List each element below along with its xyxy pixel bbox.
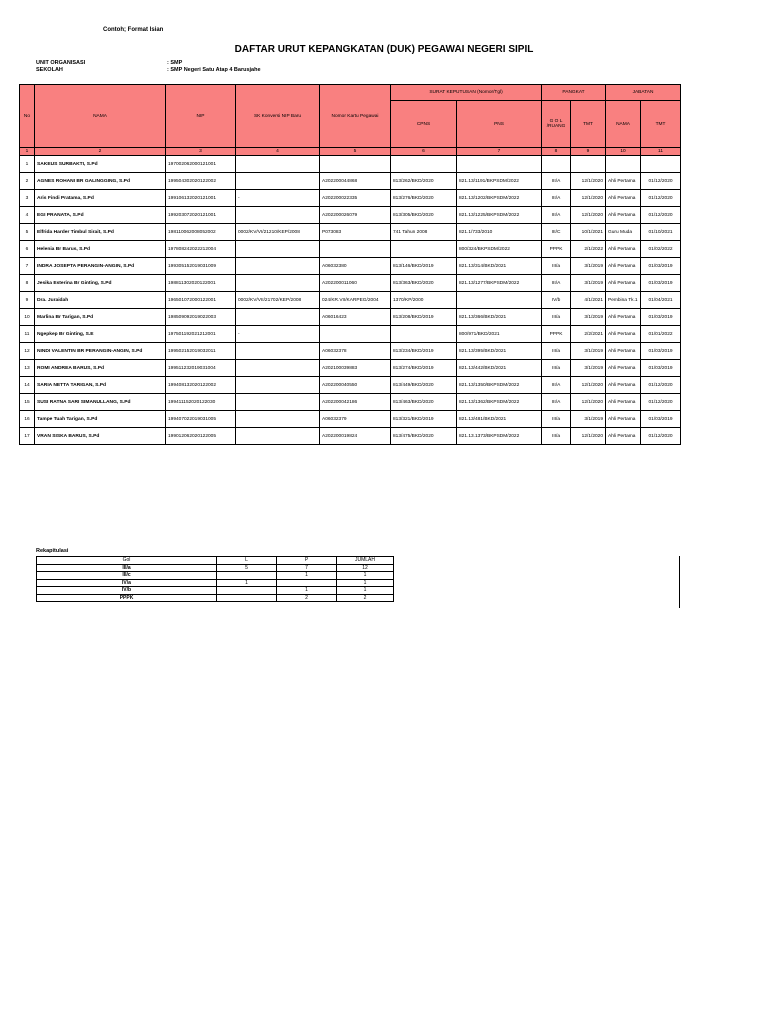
cell-karpeg: A202200040550 xyxy=(320,377,391,394)
cell-sk-konversi: - xyxy=(236,326,320,343)
header-gol: G O L /RUANG xyxy=(542,101,571,148)
cell-gol: III/A xyxy=(542,275,571,292)
column-number-cell: 7 xyxy=(457,148,542,156)
cell-tmt: 12/1/2020 xyxy=(571,190,606,207)
cell-gol: III/A xyxy=(542,377,571,394)
rekap-header-cell: Gol xyxy=(37,557,217,565)
cell-pns: 821.13.1373/BKPSDM/2022 xyxy=(457,428,542,445)
cell-sk-konversi xyxy=(236,309,320,326)
cell-karpeg: A202200042186 xyxy=(320,394,391,411)
cell-nip: 199408132020122002 xyxy=(166,377,236,394)
cell-jabatan-tmt: 01/03/2019 xyxy=(641,343,681,360)
cell-nip: 199203072020121001 xyxy=(166,207,236,224)
table-row xyxy=(20,241,681,258)
rekap-row xyxy=(37,579,394,587)
rekap-cell-value: 1 xyxy=(337,579,394,587)
cell-nip: 198811302020122001 xyxy=(166,275,236,292)
cell-cpns: 741 Tahun 2008 xyxy=(391,224,457,241)
rekap-cell-value: 1 xyxy=(337,572,394,580)
rekap-header-cell: JUMLAH xyxy=(337,557,394,565)
cell-nama: Helenia Br Barus, S.Pd xyxy=(35,241,166,258)
cell-jabatan: Ahli Pertama xyxy=(606,343,641,360)
cell-jabatan-tmt: 01/12/2020 xyxy=(641,190,681,207)
cell-tmt: 3/1/2019 xyxy=(571,343,606,360)
rekap-cell-gol: III/c xyxy=(37,572,217,580)
column-number-row xyxy=(20,148,681,156)
cell-gol xyxy=(542,156,571,173)
cell-karpeg: A06032380 xyxy=(320,258,391,275)
cell-jabatan-tmt: 01/03/2019 xyxy=(641,309,681,326)
cell-tmt: 3/1/2019 xyxy=(571,411,606,428)
cell-tmt: 12/1/2020 xyxy=(571,377,606,394)
cell-jabatan: Ahli Pertama xyxy=(606,241,641,258)
cell-pns: 821.13/1362/BKPSDM/2022 xyxy=(457,394,542,411)
cell-sk-konversi xyxy=(236,394,320,411)
cell-no: 12 xyxy=(20,343,35,360)
cell-jabatan: Ahli Pertama xyxy=(606,275,641,292)
cell-tmt: 12/1/2020 xyxy=(571,173,606,190)
table-row xyxy=(20,258,681,275)
cell-karpeg: A06016423 xyxy=(320,309,391,326)
cell-tmt: 4/1/2021 xyxy=(571,292,606,309)
cell-nama: AGNES ROHANI BR GALINGGING, S.Pd xyxy=(35,173,166,190)
cell-nama: VRAN SISKA BARUS, S.Pd xyxy=(35,428,166,445)
cell-gol: III/A xyxy=(542,173,571,190)
table-row xyxy=(20,394,681,411)
cell-jabatan: Pembina Tk.1 xyxy=(606,292,641,309)
cell-gol: III/a xyxy=(542,343,571,360)
example-label: Contoh; Format Isian xyxy=(103,27,164,33)
cell-nip: 199502152019032011 xyxy=(166,343,236,360)
cell-nip: 199511232019031004 xyxy=(166,360,236,377)
cell-sk-konversi: 0002/KV/VI/21210/KEP/2008 xyxy=(236,224,320,241)
cell-jabatan-tmt: 01/12/2020 xyxy=(641,377,681,394)
column-number-cell: 5 xyxy=(320,148,391,156)
rekap-cell-value xyxy=(277,579,337,587)
cell-cpns: 813/146/BKD/2019 xyxy=(391,258,457,275)
unit-label: UNIT ORGANISASI xyxy=(36,60,86,66)
cell-cpns: 1370/KP/2000 xyxy=(391,292,457,309)
column-number-cell: 3 xyxy=(166,148,236,156)
rekap-cell-value: 2 xyxy=(277,594,337,602)
cell-jabatan-tmt: 01/03/2019 xyxy=(641,360,681,377)
cell-no: 1 xyxy=(20,156,35,173)
cell-cpns xyxy=(391,241,457,258)
cell-jabatan-tmt: 01/02/2022 xyxy=(641,241,681,258)
cell-sk-konversi: - xyxy=(236,190,320,207)
cell-jabatan: Ahli Pertama xyxy=(606,411,641,428)
cell-tmt: 12/1/2020 xyxy=(571,207,606,224)
table-row xyxy=(20,343,681,360)
cell-gol: III/a xyxy=(542,428,571,445)
header-sk-konversi: SK Konversi NIP Baru xyxy=(236,85,320,148)
cell-nama: Ngepkep Br Ginting, S.E xyxy=(35,326,166,343)
cell-nip: 199106132020121001 xyxy=(166,190,236,207)
column-number-cell: 2 xyxy=(35,148,166,156)
header-sk-group: SURAT KEPUTUSAN (Nomor/Tgl) xyxy=(391,85,542,101)
cell-pns: 821.13/1277/BKPSDM/2022 xyxy=(457,275,542,292)
rekap-row xyxy=(37,564,394,572)
rekap-cell-value: 1 xyxy=(337,587,394,595)
cell-cpns: 813/463/BKD/2020 xyxy=(391,394,457,411)
cell-gol: III/a xyxy=(542,309,571,326)
document-title: DAFTAR URUT KEPANGKATAN (DUK) PEGAWAI NEGERI SIPIL xyxy=(234,44,534,55)
cell-no: 10 xyxy=(20,309,35,326)
cell-cpns: 813/475/BKD/2020 xyxy=(391,428,457,445)
rekap-row xyxy=(37,594,394,602)
cell-sk-konversi xyxy=(236,343,320,360)
cell-nama: Tampe Tuah Tarigan, S.Pd xyxy=(35,411,166,428)
column-number-cell: 9 xyxy=(571,148,606,156)
table-row xyxy=(20,326,681,343)
cell-sk-konversi xyxy=(236,428,320,445)
cell-no: 4 xyxy=(20,207,35,224)
cell-pns: 821.13/395/BKD/2021 xyxy=(457,343,542,360)
cell-jabatan-tmt: 01/03/2019 xyxy=(641,411,681,428)
cell-sk-konversi: 0002/KV/VII/21702/KEP/2008 xyxy=(236,292,320,309)
cell-nama: Marlina Br Tarigan, S.Pd xyxy=(35,309,166,326)
vertical-divider xyxy=(679,556,680,608)
cell-no: 15 xyxy=(20,394,35,411)
table-row xyxy=(20,309,681,326)
rekap-row xyxy=(37,572,394,580)
cell-gol: PPPK xyxy=(542,241,571,258)
cell-cpns: 813/276/BKD/2020 xyxy=(391,190,457,207)
cell-nama: Aris Findi Pratama, S.Pd xyxy=(35,190,166,207)
cell-sk-konversi xyxy=(236,173,320,190)
cell-pns: 800/971/BKD/2021 xyxy=(457,326,542,343)
cell-nama: NINDI VALENTIN BR PERANGIN-ANGIN, S.Pd xyxy=(35,343,166,360)
table-row xyxy=(20,411,681,428)
cell-pns: 821.1/733/2010 xyxy=(457,224,542,241)
cell-pns: 821.13/1350/BKPSDM/2022 xyxy=(457,377,542,394)
cell-jabatan: Ahli Pertama xyxy=(606,207,641,224)
cell-nama: SUSI RATNA SARI SIMANULLANG, S.Pd xyxy=(35,394,166,411)
cell-nip: 199305152019031009 xyxy=(166,258,236,275)
cell-nip: 197002062000121001 xyxy=(166,156,236,173)
cell-cpns: 813/449/BKD/2020 xyxy=(391,377,457,394)
header-nama: NAMA xyxy=(35,85,166,148)
cell-tmt: 2/2/2021 xyxy=(571,326,606,343)
table-row xyxy=(20,173,681,190)
header-jabatan-group: JABATAN xyxy=(606,85,681,101)
cell-tmt: 12/1/2020 xyxy=(571,428,606,445)
cell-tmt xyxy=(571,156,606,173)
cell-jabatan-tmt: 01/01/2022 xyxy=(641,326,681,343)
cell-karpeg: A202200026079 xyxy=(320,207,391,224)
rekap-cell-gol: PPPK xyxy=(37,594,217,602)
cell-pns: 821.13/1191/BKPSDM/2022 xyxy=(457,173,542,190)
cell-cpns: 813/305/BKD/2020 xyxy=(391,207,457,224)
rekap-cell-value xyxy=(217,594,277,602)
cell-jabatan-tmt: 01/12/2020 xyxy=(641,207,681,224)
cell-jabatan: Ahli Pertama xyxy=(606,394,641,411)
cell-nama: Dra. Juraidah xyxy=(35,292,166,309)
cell-jabatan: Ahli Pertama xyxy=(606,428,641,445)
cell-karpeg xyxy=(320,326,391,343)
cell-jabatan xyxy=(606,156,641,173)
cell-sk-konversi xyxy=(236,207,320,224)
header-karpeg: Nomor Kartu Pegawai xyxy=(320,85,391,148)
cell-karpeg: A202100039883 xyxy=(320,360,391,377)
column-number-cell: 1 xyxy=(20,148,35,156)
cell-karpeg: A202200044868 xyxy=(320,173,391,190)
cell-jabatan-tmt: 01/04/2021 xyxy=(641,292,681,309)
header-pns: PNS xyxy=(457,101,542,148)
cell-gol: III/A xyxy=(542,190,571,207)
cell-karpeg: 024/KR.VII/KARPEG/2004 xyxy=(320,292,391,309)
rekap-cell-value xyxy=(217,572,277,580)
cell-nip: 198509092019022003 xyxy=(166,309,236,326)
cell-no: 9 xyxy=(20,292,35,309)
rekap-cell-value xyxy=(217,587,277,595)
cell-jabatan: Ahli Pertama xyxy=(606,326,641,343)
cell-karpeg: A202200022335 xyxy=(320,190,391,207)
cell-cpns xyxy=(391,156,457,173)
rekap-label: Rekapitulasi xyxy=(36,548,69,554)
rekap-table-body xyxy=(37,564,394,602)
cell-jabatan-tmt: 01/12/2020 xyxy=(641,394,681,411)
cell-gol: IV/b xyxy=(542,292,571,309)
header-tmt: TMT xyxy=(571,101,606,148)
table-row xyxy=(20,207,681,224)
cell-nama: INDRA JOSEPTA PERANGIN-ANGIN, S.Pd xyxy=(35,258,166,275)
cell-jabatan-tmt: 01/10/2021 xyxy=(641,224,681,241)
cell-jabatan: Ahli Pertama xyxy=(606,309,641,326)
header-nip: NIP xyxy=(166,85,236,148)
cell-no: 17 xyxy=(20,428,35,445)
cell-no: 2 xyxy=(20,173,35,190)
column-number-cell: 4 xyxy=(236,148,320,156)
cell-jabatan: Ahli Pertama xyxy=(606,173,641,190)
header-no: No xyxy=(20,85,35,148)
rekap-header-row xyxy=(37,557,394,565)
cell-no: 11 xyxy=(20,326,35,343)
cell-tmt: 3/1/2019 xyxy=(571,275,606,292)
column-number-cell: 10 xyxy=(606,148,641,156)
duk-table xyxy=(19,84,681,445)
cell-cpns: 813/208/BKD/2019 xyxy=(391,309,457,326)
cell-karpeg: P073083 xyxy=(320,224,391,241)
cell-no: 14 xyxy=(20,377,35,394)
cell-pns: 821.13/1202/BKPSDM/2022 xyxy=(457,190,542,207)
cell-cpns: 813/363/BKD/2020 xyxy=(391,275,457,292)
duk-table-body xyxy=(20,156,681,445)
cell-no: 3 xyxy=(20,190,35,207)
cell-gol: III/a xyxy=(542,411,571,428)
cell-sk-konversi xyxy=(236,275,320,292)
cell-nip: 196501072000122001 xyxy=(166,292,236,309)
cell-nip: 198110062008052002 xyxy=(166,224,236,241)
cell-jabatan-tmt: 01/03/2019 xyxy=(641,258,681,275)
column-number-cell: 8 xyxy=(542,148,571,156)
table-row xyxy=(20,190,681,207)
cell-cpns xyxy=(391,326,457,343)
cell-karpeg: A202200011060 xyxy=(320,275,391,292)
cell-sk-konversi xyxy=(236,411,320,428)
table-row xyxy=(20,156,681,173)
header-cpns: CPNS xyxy=(391,101,457,148)
cell-tmt: 3/1/2019 xyxy=(571,309,606,326)
cell-nama: EGI PRANATA, S.Pd xyxy=(35,207,166,224)
cell-jabatan: Ahli Pertama xyxy=(606,377,641,394)
cell-cpns: 813/274/BKD/2019 xyxy=(391,360,457,377)
cell-no: 16 xyxy=(20,411,35,428)
cell-sk-konversi xyxy=(236,156,320,173)
cell-pns: 821.13/1225/BKPSDM/2022 xyxy=(457,207,542,224)
table-row xyxy=(20,224,681,241)
cell-nip: 199411152020122030 xyxy=(166,394,236,411)
column-number-cell: 11 xyxy=(641,148,681,156)
cell-cpns: 813/234/BKD/2019 xyxy=(391,343,457,360)
rekap-cell-value: 5 xyxy=(217,564,277,572)
cell-nip: 199012062020122005 xyxy=(166,428,236,445)
rekap-header-cell: L xyxy=(217,557,277,565)
school-value: : SMP Negeri Satu Atap 4 Barusjahe xyxy=(167,67,261,73)
cell-gol: III/a xyxy=(542,360,571,377)
cell-sk-konversi xyxy=(236,258,320,275)
rekap-cell-gol: III/a xyxy=(37,564,217,572)
cell-jabatan-tmt: 01/12/2020 xyxy=(641,428,681,445)
cell-gol: III/a xyxy=(542,258,571,275)
cell-pns xyxy=(457,156,542,173)
rekap-row xyxy=(37,587,394,595)
cell-no: 6 xyxy=(20,241,35,258)
cell-sk-konversi xyxy=(236,360,320,377)
cell-no: 5 xyxy=(20,224,35,241)
rekap-table xyxy=(36,556,394,602)
table-row xyxy=(20,360,681,377)
cell-gol: III/A xyxy=(542,207,571,224)
cell-karpeg: A06032378 xyxy=(320,343,391,360)
table-row xyxy=(20,428,681,445)
cell-nip: 197501192021212001 xyxy=(166,326,236,343)
rekap-cell-value: 1 xyxy=(277,587,337,595)
cell-gol: PPPK xyxy=(542,326,571,343)
cell-nip: 199504302020122002 xyxy=(166,173,236,190)
cell-pns xyxy=(457,292,542,309)
cell-tmt: 10/1/2021 xyxy=(571,224,606,241)
cell-pns: 821.13/314/BKD/2021 xyxy=(457,258,542,275)
cell-karpeg xyxy=(320,156,391,173)
rekap-cell-gol: IV/b xyxy=(37,587,217,595)
table-row xyxy=(20,275,681,292)
cell-no: 8 xyxy=(20,275,35,292)
cell-sk-konversi xyxy=(236,241,320,258)
rekap-cell-value: 1 xyxy=(217,579,277,587)
rekap-cell-value: 7 xyxy=(277,564,337,572)
table-row xyxy=(20,292,681,309)
cell-karpeg: A202200019824 xyxy=(320,428,391,445)
cell-tmt: 2/1/2022 xyxy=(571,241,606,258)
header-jabatan-nama: NAMA xyxy=(606,101,641,148)
cell-nama: Elfrida Harder Timbul Sirait, S.Pd xyxy=(35,224,166,241)
cell-pns: 821.13/481/BKD/2021 xyxy=(457,411,542,428)
cell-jabatan: Ahli Pertama xyxy=(606,360,641,377)
cell-nip: 197808242022212004 xyxy=(166,241,236,258)
rekap-cell-gol: IV/a xyxy=(37,579,217,587)
rekap-header-cell: P xyxy=(277,557,337,565)
cell-gol: III/C xyxy=(542,224,571,241)
cell-jabatan-tmt: 01/03/2019 xyxy=(641,275,681,292)
cell-nama: SARIA NETTA TARIGAN, S.Pd xyxy=(35,377,166,394)
cell-sk-konversi xyxy=(236,377,320,394)
cell-karpeg: A06032379 xyxy=(320,411,391,428)
cell-pns: 800/324/BKPSDM/2022 xyxy=(457,241,542,258)
unit-value: : SMP xyxy=(167,60,183,66)
cell-tmt: 3/1/2019 xyxy=(571,360,606,377)
column-number-cell: 6 xyxy=(391,148,457,156)
cell-jabatan-tmt: 01/12/2020 xyxy=(641,173,681,190)
cell-jabatan: Ahli Pertama xyxy=(606,190,641,207)
cell-no: 13 xyxy=(20,360,35,377)
cell-jabatan: Guru Muda xyxy=(606,224,641,241)
cell-nama: SAKEUS SURBAKTI, S.Pd xyxy=(35,156,166,173)
cell-tmt: 12/1/2020 xyxy=(571,394,606,411)
cell-nama: Jesika Esterina Br Ginting, S.Pd xyxy=(35,275,166,292)
cell-pns: 821.13/442/BKD/2021 xyxy=(457,360,542,377)
school-label: SEKOLAH xyxy=(36,67,63,73)
rekap-cell-value: 2 xyxy=(337,594,394,602)
rekap-cell-value: 12 xyxy=(337,564,394,572)
cell-jabatan-tmt xyxy=(641,156,681,173)
cell-nama: ROMI ANDREA BARUS, S.Pd xyxy=(35,360,166,377)
cell-pns: 821.13/366/BKD/2021 xyxy=(457,309,542,326)
cell-no: 7 xyxy=(20,258,35,275)
table-row xyxy=(20,377,681,394)
header-jabatan-tmt: TMT xyxy=(641,101,681,148)
cell-karpeg xyxy=(320,241,391,258)
cell-jabatan: Ahli Pertama xyxy=(606,258,641,275)
cell-gol: III/A xyxy=(542,394,571,411)
header-pangkat-group: PANGKAT xyxy=(542,85,606,101)
cell-cpns: 813/321/BKD/2019 xyxy=(391,411,457,428)
rekap-cell-value: 1 xyxy=(277,572,337,580)
cell-nip: 199407022019031005 xyxy=(166,411,236,428)
cell-cpns: 813/262/BKD/2020 xyxy=(391,173,457,190)
cell-tmt: 3/1/2019 xyxy=(571,258,606,275)
